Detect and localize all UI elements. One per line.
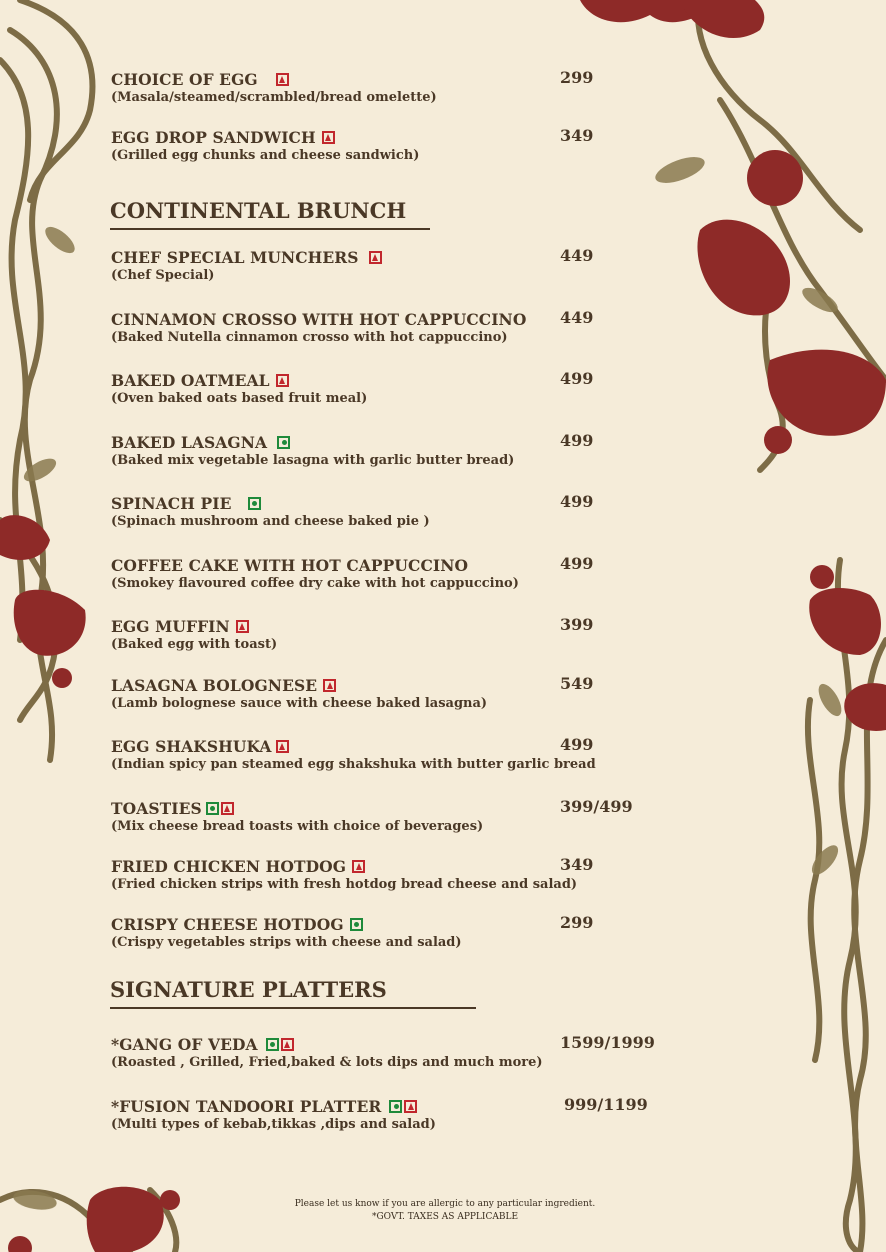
menu-item bbox=[111, 431, 671, 468]
non-veg-icon bbox=[221, 802, 234, 815]
menu-item bbox=[111, 126, 671, 163]
non-veg-icon bbox=[323, 679, 336, 692]
item-name: EGG SHAKSHUKA bbox=[111, 736, 272, 756]
non-veg-icon bbox=[369, 251, 382, 264]
item-description: (Multi types of kebab,tikkas ,dips and salad) bbox=[111, 1117, 436, 1132]
item-price: 299 bbox=[560, 68, 594, 87]
item-price: 299 bbox=[560, 913, 594, 932]
menu-item bbox=[111, 735, 671, 772]
item-price: 449 bbox=[560, 246, 594, 265]
section-divider bbox=[110, 1007, 476, 1009]
footer-note bbox=[220, 1198, 670, 1224]
item-price: 349 bbox=[560, 855, 594, 874]
menu-item bbox=[111, 308, 671, 345]
item-description: (Oven baked oats based fruit meal) bbox=[111, 391, 368, 406]
item-name: COFFEE CAKE WITH HOT CAPPUCCINO bbox=[111, 555, 469, 575]
veg-icon bbox=[277, 436, 290, 449]
item-description: (Baked Nutella cinnamon crosso with hot cappuccino) bbox=[111, 330, 508, 345]
item-price: 449 bbox=[560, 308, 594, 327]
item-price: 499 bbox=[560, 492, 594, 511]
veg-icon bbox=[266, 1038, 279, 1051]
menu-item bbox=[111, 492, 671, 529]
item-price: 349 bbox=[560, 126, 594, 145]
menu-item bbox=[111, 913, 671, 950]
item-price: 399 bbox=[560, 615, 594, 634]
menu-item bbox=[111, 1095, 671, 1132]
non-veg-icon bbox=[281, 1038, 294, 1051]
non-veg-icon bbox=[352, 860, 365, 873]
item-name: SPINACH PIE bbox=[111, 493, 232, 513]
item-description: (Indian spicy pan steamed egg shakshuka with butter garlic bread bbox=[111, 757, 596, 772]
item-description: (Spinach mushroom and cheese baked pie ) bbox=[111, 514, 430, 529]
item-description: (Masala/steamed/scrambled/bread omelette) bbox=[111, 90, 437, 105]
veg-icon bbox=[389, 1100, 402, 1113]
menu-item bbox=[111, 855, 671, 892]
tax-notice: *GOVT. TAXES AS APPLICABLE bbox=[371, 1212, 519, 1222]
menu-item bbox=[111, 615, 671, 652]
section-title-continental-brunch: CONTINENTAL BRUNCH bbox=[110, 198, 407, 223]
item-description: (Chef Special) bbox=[111, 268, 215, 283]
allergy-notice: Please let us know if you are allergic to any particular ingredient. bbox=[294, 1199, 596, 1209]
veg-icon bbox=[350, 918, 363, 931]
menu-item bbox=[111, 554, 671, 591]
item-description: (Baked egg with toast) bbox=[111, 637, 278, 652]
menu-item bbox=[111, 797, 671, 834]
item-description: (Grilled egg chunks and cheese sandwich) bbox=[111, 148, 420, 163]
non-veg-icon bbox=[236, 620, 249, 633]
menu-item bbox=[111, 68, 671, 105]
non-veg-icon bbox=[404, 1100, 417, 1113]
item-description: (Roasted , Grilled, Fried,baked & lots dips and much more) bbox=[111, 1055, 543, 1070]
item-name: *FUSION TANDOORI PLATTER bbox=[111, 1096, 382, 1116]
item-description: (Mix cheese bread toasts with choice of beverages) bbox=[111, 819, 484, 834]
item-name: TOASTIES bbox=[111, 798, 202, 818]
item-name: LASAGNA BOLOGNESE bbox=[111, 675, 318, 695]
veg-icon bbox=[206, 802, 219, 815]
item-description: (Lamb bolognese sauce with cheese baked lasagna) bbox=[111, 696, 488, 711]
item-description: (Smokey flavoured coffee dry cake with hot cappuccino) bbox=[111, 576, 519, 591]
item-description: (Crispy vegetables strips with cheese and salad) bbox=[111, 935, 462, 950]
item-name: FRIED CHICKEN HOTDOG bbox=[111, 856, 347, 876]
item-name: CHOICE OF EGG bbox=[111, 69, 258, 89]
non-veg-icon bbox=[322, 131, 335, 144]
item-price: 1599/1999 bbox=[560, 1033, 655, 1052]
item-name: CRISPY CHEESE HOTDOG bbox=[111, 914, 344, 934]
item-price: 499 bbox=[560, 735, 594, 754]
item-description: (Baked mix vegetable lasagna with garlic butter bread) bbox=[111, 453, 515, 468]
item-price: 499 bbox=[560, 431, 594, 450]
item-name: CHEF SPECIAL MUNCHERS bbox=[111, 247, 359, 267]
item-name: EGG DROP SANDWICH bbox=[111, 127, 316, 147]
menu-item bbox=[111, 369, 671, 406]
item-description: (Fried chicken strips with fresh hotdog bread cheese and salad) bbox=[111, 877, 578, 892]
non-veg-icon bbox=[276, 740, 289, 753]
menu-item bbox=[111, 1033, 671, 1070]
item-name: BAKED LASAGNA bbox=[111, 432, 268, 452]
section-divider bbox=[110, 228, 430, 230]
item-price: 499 bbox=[560, 369, 594, 388]
item-price: 999/1199 bbox=[564, 1095, 648, 1114]
menu-item bbox=[111, 674, 671, 711]
veg-icon bbox=[248, 497, 261, 510]
item-name: EGG MUFFIN bbox=[111, 616, 230, 636]
item-price: 549 bbox=[560, 674, 594, 693]
item-price: 399/499 bbox=[560, 797, 633, 816]
item-name: CINNAMON CROSSO WITH HOT CAPPUCCINO bbox=[111, 309, 527, 329]
menu-item bbox=[111, 246, 671, 283]
item-price: 499 bbox=[560, 554, 594, 573]
section-title-signature-platters: SIGNATURE PLATTERS bbox=[110, 977, 387, 1002]
non-veg-icon bbox=[276, 374, 289, 387]
item-name: *GANG OF VEDA bbox=[111, 1034, 258, 1054]
non-veg-icon bbox=[276, 73, 289, 86]
item-name: BAKED OATMEAL bbox=[111, 370, 270, 390]
